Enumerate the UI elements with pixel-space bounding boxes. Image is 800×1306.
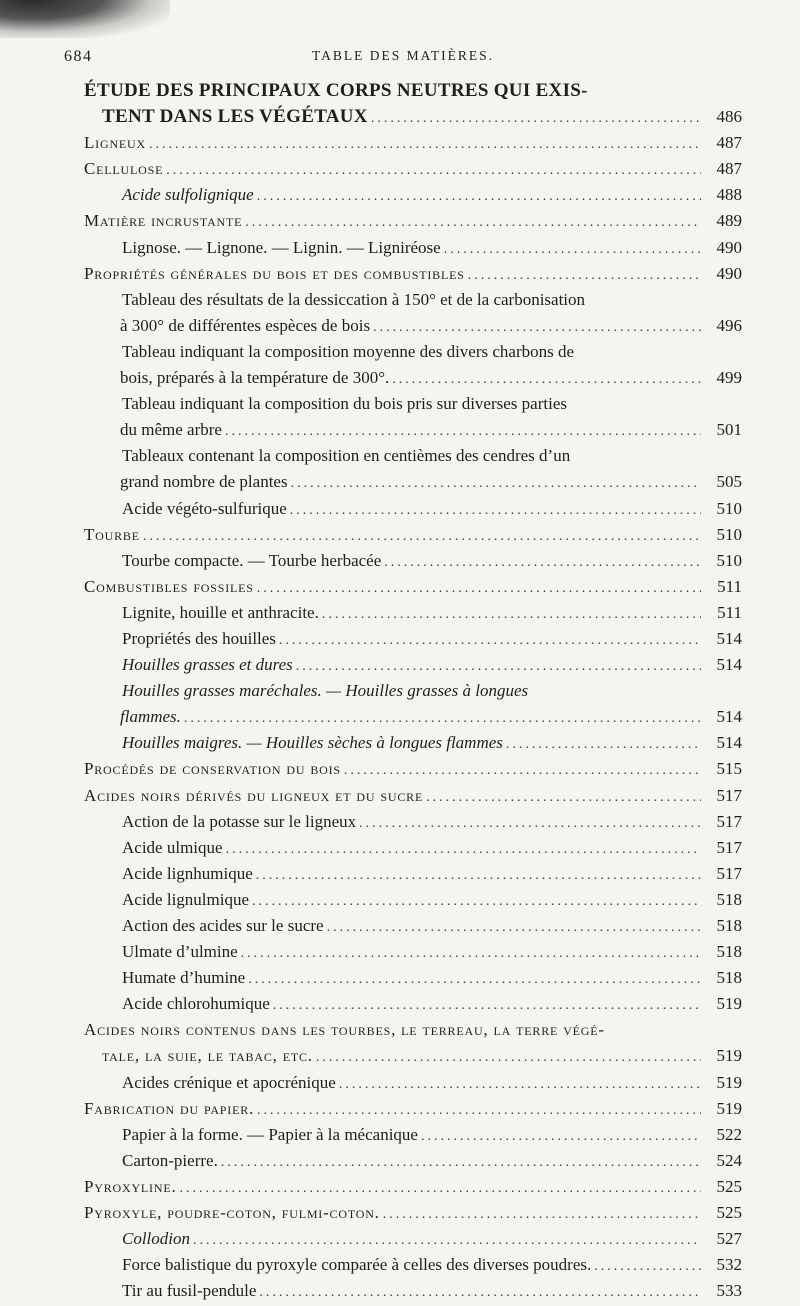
toc-entry: [84, 939, 742, 965]
toc-entry-text: TENT DANS LES VÉGÉTAUX: [102, 106, 368, 128]
toc-entry: [84, 417, 742, 443]
toc-entry-page: 514: [716, 628, 742, 648]
toc-entry: [84, 835, 742, 861]
dot-leader: [273, 993, 701, 1019]
toc-entry-text: Pyroxyle, poudre-coton, fulmi-coton.: [84, 1203, 380, 1223]
toc-entry-text: Acide lignulmique: [122, 889, 250, 909]
toc-entry-text: Matière incrustante: [84, 211, 243, 231]
toc-entry-page: 510: [716, 550, 742, 570]
dot-leader: [257, 1098, 701, 1124]
toc-entry: [84, 783, 742, 809]
dot-leader: [221, 1150, 701, 1176]
toc-entry: [84, 1226, 742, 1252]
toc-entry: [84, 704, 742, 730]
toc-entry-text: Tableau des résultats de la dessiccation à 150° et de la carbonisation: [122, 289, 586, 309]
toc-entry-text: Ulmate d’ulmine: [122, 942, 238, 962]
toc-entry-text: flammes.: [120, 707, 181, 727]
toc-entry: [84, 1200, 742, 1226]
toc-entry-page: 522: [716, 1124, 742, 1144]
toc-entry-page: 487: [716, 133, 742, 153]
toc-entry-page: 518: [716, 968, 742, 988]
page-header: [64, 48, 742, 70]
page-number: 684: [64, 48, 93, 65]
toc-entry: [84, 861, 742, 887]
toc-entry-text: tale, la suie, le tabac, etc.: [102, 1046, 313, 1066]
dot-leader: [506, 732, 701, 758]
dot-leader: [426, 785, 701, 811]
toc-entry: [84, 391, 742, 417]
dot-leader: [291, 471, 701, 497]
toc-entry-text: bois, préparés à la température de 300°.: [120, 368, 390, 388]
dot-leader: [444, 237, 701, 263]
toc-entry-page: 510: [716, 498, 742, 518]
toc-entry-page: 490: [716, 237, 742, 257]
toc-entry-text: Tableau indiquant la composition moyenne des divers charbons de: [122, 341, 575, 361]
toc-entry: [84, 104, 742, 130]
dot-leader: [421, 1124, 701, 1150]
toc-entry: [84, 1096, 742, 1122]
dot-leader: [359, 811, 701, 837]
toc-entry-text: Acides crénique et apocrénique: [122, 1072, 336, 1092]
toc-entry-text: Acides noirs dérivés du ligneux et du sucre: [84, 785, 424, 805]
toc-entry-text: Propriétés des houilles: [122, 628, 276, 648]
toc-entry-text: grand nombre de plantes: [120, 472, 288, 492]
toc-entry: [84, 208, 742, 234]
dot-leader: [193, 1228, 701, 1254]
toc-entry-text: ÉTUDE DES PRINCIPAUX CORPS NEUTRES QUI EXIS-: [84, 80, 588, 101]
toc-entry: [84, 130, 742, 156]
toc-entry-text: Tableau indiquant la composition du bois pris sur diverses parties: [122, 394, 567, 414]
toc-entry: [84, 887, 742, 913]
toc-entry-page: 532: [716, 1255, 742, 1275]
toc-entry-page: 519: [716, 1098, 742, 1118]
dot-leader: [290, 498, 701, 524]
dot-leader: [316, 1045, 701, 1071]
toc-entry-text: Acide chlorohumique: [122, 994, 270, 1014]
running-title: TABLE DES MATIÈRES.: [311, 48, 495, 63]
toc-entry-text: Combustibles fossiles: [84, 576, 254, 596]
toc-entry-text: Pyroxyline.: [84, 1176, 177, 1196]
toc-entry-page: 489: [716, 211, 742, 231]
toc-entry-page: 519: [716, 1046, 742, 1066]
toc-entry: [84, 261, 742, 287]
toc-entry-page: 524: [716, 1150, 742, 1170]
toc-entry: [84, 574, 742, 600]
toc-entry-text: Houilles grasses et dures: [122, 655, 293, 675]
dot-leader: [143, 524, 701, 550]
toc-entry: [84, 965, 742, 991]
dot-leader: [322, 602, 701, 628]
dot-leader: [373, 315, 701, 341]
toc-entry-text: Action des acides sur le sucre: [122, 916, 324, 935]
toc-entry-text: Houilles maigres. — Houilles sèches à longues flammes: [122, 733, 503, 753]
toc-entry: [84, 1148, 742, 1174]
toc-entry-page: 511: [717, 576, 742, 596]
toc-entry: [84, 496, 742, 522]
toc-entry-text: Houilles grasses maréchales. — Houilles grasses à longues: [122, 681, 529, 701]
toc-entry: [84, 730, 742, 756]
toc-entry-text: Carton-pierre.: [122, 1150, 218, 1170]
page-corner-shadow: [0, 0, 170, 38]
toc-entry: [84, 809, 742, 835]
toc-entry-page: 486: [716, 107, 742, 127]
toc-entry-text: Action de la potasse sur le ligneux: [122, 811, 357, 831]
toc-entry: [84, 652, 742, 678]
toc-entry-text: Acide ulmique: [122, 837, 223, 857]
toc-entry-text: Procédés de conservation du bois: [84, 759, 341, 779]
toc-entry: [84, 600, 742, 626]
toc-entry: [84, 991, 742, 1017]
toc-entry-page: 517: [716, 863, 742, 883]
toc-entry-text: Tourbe compacte. — Tourbe herbacée: [122, 550, 382, 570]
toc-entry: [84, 365, 742, 391]
toc-entry: [84, 548, 742, 574]
toc-entry-page: 525: [716, 1176, 742, 1196]
toc-entry-text: Acides noirs contenus dans les tourbes, le terreau, la terre végé-: [84, 1020, 605, 1040]
toc-entry: [84, 522, 742, 548]
toc-entry-page: 518: [716, 889, 742, 909]
toc-entry-text: Force balistique du pyroxyle comparée à celles des diverses poudres.: [122, 1255, 592, 1275]
dot-leader: [594, 1254, 701, 1280]
toc-entry-page: 527: [716, 1229, 742, 1249]
toc-entry: [84, 626, 742, 652]
toc-entry: [84, 78, 742, 104]
toc-entry-text: Humate d’humine: [122, 968, 246, 988]
dot-leader: [259, 1280, 701, 1306]
dot-leader: [252, 889, 701, 915]
toc-entry-text: Tourbe: [84, 524, 140, 544]
dot-leader: [226, 837, 701, 863]
toc-entry-page: 517: [716, 785, 742, 805]
toc-entry: [84, 313, 742, 339]
toc-entry: [84, 1278, 742, 1304]
toc-entry: [84, 1174, 742, 1200]
toc-entry-text: Acide sulfolignique: [122, 185, 254, 205]
dot-leader: [383, 1202, 701, 1228]
toc-entry-page: 519: [716, 1072, 742, 1092]
toc-entry: [84, 756, 742, 782]
dot-leader: [245, 210, 701, 236]
toc-entry: [84, 1070, 742, 1096]
toc-entry-page: 515: [716, 759, 742, 779]
dot-leader: [257, 576, 701, 602]
toc-entry-text: Lignose. — Lignone. — Lignin. — Ligniréose: [122, 237, 441, 257]
toc-entry: [84, 182, 742, 208]
toc-entry-page: 514: [716, 707, 742, 727]
dot-leader: [257, 184, 701, 210]
dot-leader: [279, 628, 701, 654]
toc-entry-text: Acide végéto-sulfurique: [122, 498, 287, 518]
toc-entry-text: à 300° de différentes espèces de bois: [120, 315, 371, 335]
dot-leader: [327, 915, 701, 941]
dot-leader: [384, 550, 701, 576]
toc-entry-text: du même arbre: [120, 420, 222, 440]
toc-entry: [84, 235, 742, 261]
dot-leader: [339, 1072, 701, 1098]
toc-entry-page: 517: [716, 837, 742, 857]
toc-entry-page: 525: [716, 1203, 742, 1223]
toc-entry-page: 488: [716, 185, 742, 205]
toc-entry-text: Propriétés générales du bois et des combustibles: [84, 263, 465, 283]
toc-entry-text: Lignite, houille et anthracite.: [122, 602, 319, 622]
dot-leader: [149, 132, 701, 158]
toc-entry: [84, 1252, 742, 1278]
toc-entry: [84, 443, 742, 469]
dot-leader: [344, 758, 701, 784]
dot-leader: [225, 419, 701, 445]
toc-entry-text: Tir au fusil-pendule: [122, 1281, 257, 1301]
toc-entry-text: Tableaux contenant la composition en centièmes des cendres d’un: [122, 446, 571, 466]
toc-entry-page: 517: [716, 811, 742, 831]
toc-entry: [84, 913, 742, 939]
toc-entry-page: 514: [716, 733, 742, 753]
dot-leader: [184, 706, 701, 732]
toc-entry-page: 501: [716, 420, 742, 440]
dot-leader: [392, 367, 701, 393]
toc-entry-text: Acide lignhumique: [122, 863, 253, 883]
toc-entry-text: Fabrication du papier.: [84, 1098, 255, 1118]
dot-leader: [241, 941, 701, 967]
toc-entry-page: 518: [716, 916, 742, 935]
toc-entry: [84, 469, 742, 495]
toc-entry-text: Papier à la forme. — Papier à la mécanique: [122, 1124, 418, 1144]
toc-entry-page: 518: [716, 942, 742, 962]
toc-entry: [84, 1017, 742, 1043]
toc-entry: [84, 339, 742, 365]
toc-entry-text: Cellulose: [84, 159, 164, 179]
dot-leader: [180, 1176, 702, 1202]
toc-entry-page: 510: [716, 524, 742, 544]
toc-entry-page: 490: [716, 263, 742, 283]
toc-entry-page: 519: [716, 994, 742, 1014]
toc-entry-page: 496: [716, 315, 742, 335]
toc-entry-page: 511: [717, 602, 742, 622]
dot-leader: [371, 106, 701, 132]
dot-leader: [296, 654, 701, 680]
dot-leader: [166, 158, 701, 184]
dot-leader: [248, 967, 701, 993]
toc-entry: [84, 678, 742, 704]
table-of-contents: [84, 78, 742, 1304]
toc-entry: [84, 287, 742, 313]
toc-entry-page: 505: [716, 472, 742, 492]
dot-leader: [256, 863, 701, 889]
toc-entry-page: 487: [716, 159, 742, 179]
toc-entry: [84, 1043, 742, 1069]
toc-entry: [84, 156, 742, 182]
toc-entry-page: 499: [716, 368, 742, 388]
toc-entry-text: Ligneux: [84, 133, 146, 153]
toc-entry-text: Collodion: [122, 1229, 191, 1249]
toc-entry: [84, 1122, 742, 1148]
dot-leader: [468, 263, 701, 289]
toc-entry-page: 533: [716, 1281, 742, 1301]
toc-entry-page: 514: [716, 655, 742, 675]
